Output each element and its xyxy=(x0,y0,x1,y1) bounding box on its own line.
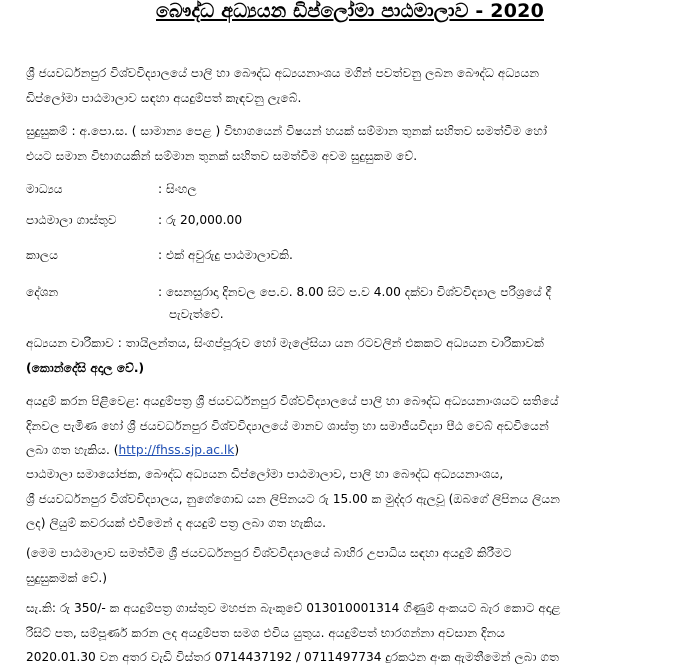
post-paragraph xyxy=(26,462,676,536)
intro-line: ඩිප්ලෝමා පාඨමාලාව සඳහා අයදුම්පත් කැඳවනු ලැබේ. xyxy=(26,90,302,105)
detail-value: : සිංහල xyxy=(158,182,197,196)
study-tour-line: අධ්‍යයන චාරිකාව : තායිලන්තය, සිංගප්පූරුව හෝ මැලේසියා යන රටවලින් එකකට අධ්‍යයන චාරිකාවක් xyxy=(26,336,544,350)
application-line xyxy=(26,438,676,463)
detail-label: මාධ්‍යය xyxy=(26,182,63,196)
application-line-prefix: ලබා ගත හැකිය. ( xyxy=(26,443,119,457)
footer-line: 2020.01.30 වන අතර වැඩි විස්තර 0714437192 / 0711497734 දුරකථන අංක ඇමතීමෙන් ලබා ගත xyxy=(26,650,560,664)
footer-paragraph xyxy=(26,596,676,670)
post-line: පාඨමාලා සමායෝජක, බෞද්ධ අධ්‍යයන ඩිප්ලෝමා පාඨමාලාව, පාලි හා බෞද්ධ අධ්‍යයනාංශය, xyxy=(26,467,504,481)
note-line: (මෙම පාඨමාලාව සමත්වීම ශ්‍රී ජයවර්ධනපුර විශ්වවිද්‍යාලයේ බාහිර උපාධිය සඳහා අයදුම් කිරීමට xyxy=(26,546,512,560)
application-paragraph xyxy=(26,389,676,463)
post-line: ලද) ලියුම් කවරයක් එවීමෙන් ද අයදුම් පත්‍ර ලබා ගත හැකිය. xyxy=(26,516,326,530)
qualifications-paragraph xyxy=(26,119,676,168)
qualifications-line: සුදුසුකම් : අ.පො.ස. ( සාමාන්‍ය පෙළ ) විභාගයෙන් විෂයන් හයක් සම්මාන තුනක් සහිතව සමත්වීම හෝ xyxy=(26,124,547,138)
post-line: ශ්‍රී ජයවර්ධනපුර විශ්වවිද්‍යාලය, නුගේගොඩ යන ලිපිනයට රු 15.00 ක මුද්දර ඇලවූ (ඔබගේ ලිපිනය ලියන xyxy=(26,491,561,506)
qualifications-line: එයට සමාන විභාගයකින් සම්මාන තුනක් සහිතව සමත්වීම අවම සුදුසුකම වේ. xyxy=(26,148,418,163)
detail-value-continued: පැවැත්වේ. xyxy=(169,307,224,321)
detail-row-lectures xyxy=(26,281,676,331)
note-paragraph xyxy=(26,541,676,590)
study-tour-condition: (කොන්දේසි අදාල වේ.) xyxy=(26,360,145,375)
detail-label: කාලය xyxy=(26,248,58,262)
note-line: සුදුසුකමක් වේ.) xyxy=(26,570,108,585)
study-tour-paragraph xyxy=(26,331,676,380)
page-title: බෞද්ධ අධ්‍යයන ඩිප්ලෝමා පාඨමාලාව - 2020 xyxy=(156,0,544,22)
detail-label: පාඨමාලා ගාස්තුව xyxy=(26,213,117,227)
detail-value: : රු 20,000.00 xyxy=(158,213,243,227)
intro-line: ශ්‍රී ජයවර්ධනපුර විශ්වවිද්‍යාලයේ පාලි හා බෞද්ධ අධ්‍යයනාංශය මගින් පවත්වනු ලබන බෞද්ධ අධ්‍යයන xyxy=(26,66,540,80)
footer-line: රිසිට් පත, සම්පූර්ණ කරන ලද අයදුම්පත සමග එවිය යුතුය. අයදුම්පත් භාරගන්නා අවසාන දිනය xyxy=(26,625,506,640)
detail-value: : එක් අවුරුදු පාඨමාලාවකි. xyxy=(158,248,293,262)
website-link[interactable]: http://fhss.sjp.ac.lk xyxy=(118,443,235,457)
application-line: අයදුම් කරන පිළිවෙළ: අයදුම්පත්‍ර ශ්‍රී ජයවර්ධනපුර විශ්වවිද්‍යාලයේ පාලි හා බෞද්ධ අධ්‍යයනාංශයට සතියේ xyxy=(26,394,559,408)
application-line-suffix: ) xyxy=(234,443,240,457)
detail-label: දේශන xyxy=(26,285,59,299)
detail-value: : සෙනසුරාදා දිනවල පෙ.ව. 8.00 සිට ප.ව 4.00 දක්වා විශ්වවිද්‍යාල පරිශ්‍රයේ දී xyxy=(158,285,552,299)
footer-line: සැ.කි: රු 350/- ක අයදුම්පත්‍ර ගාස්තුව මහජන බැංකුවේ 013010001314 ගිණුම් අංකයට බැර කොට අදාළ xyxy=(26,601,561,615)
intro-paragraph xyxy=(26,61,676,110)
application-line: දිනවල පැමිණ හෝ ශ්‍රී ජයවර්ධනපුර විශ්වවිද්‍යාලයේ මානව ශාස්ත්‍ර හා සමාජීයවිද්‍යා පීඨ වෙබ් අඩවියෙන් xyxy=(26,418,549,433)
